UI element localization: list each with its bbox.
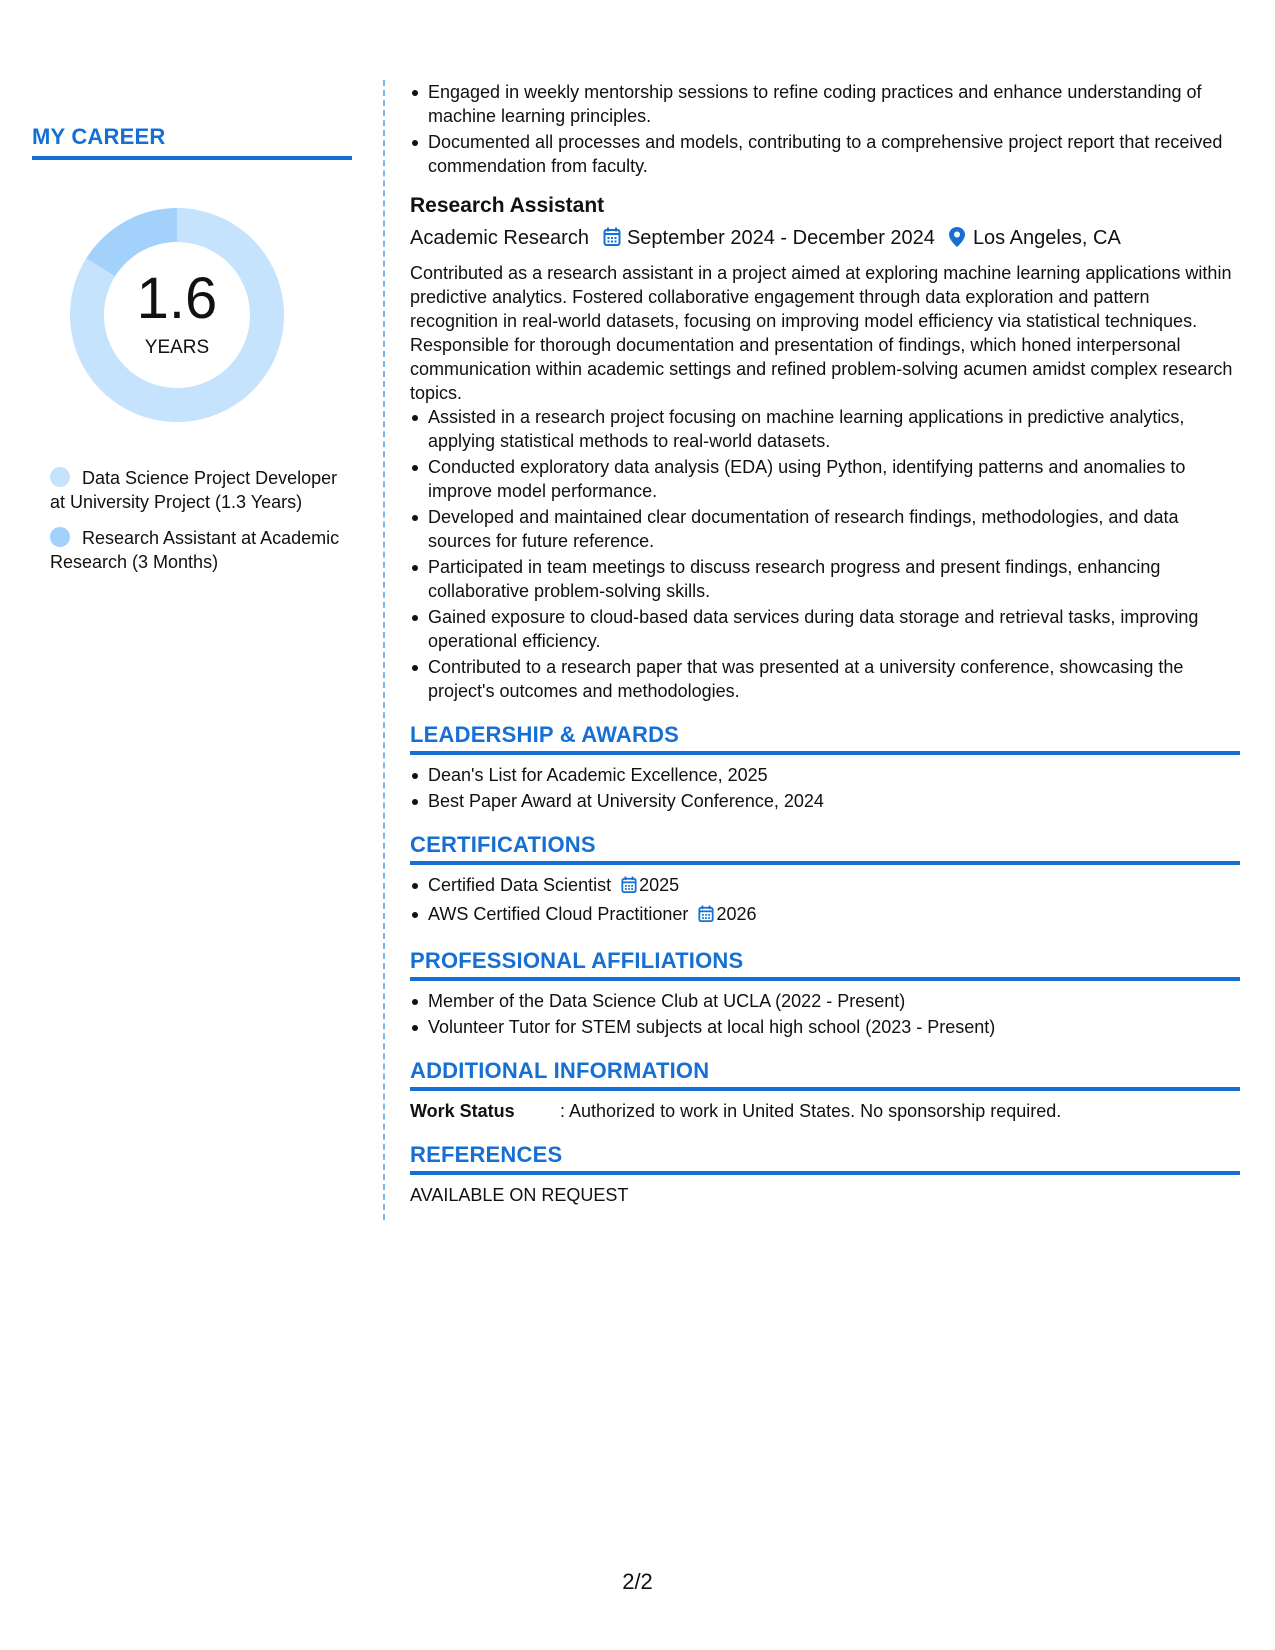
section-title: LEADERSHIP & AWARDS: [410, 723, 1240, 755]
legend-item: [50, 466, 340, 514]
list-item: Documented all processes and models, contributing to a comprehensive project report that received commendation from faculty.: [428, 130, 1240, 178]
list-item: Contributed to a research paper that was presented at a university conference, showcasing the project's outcomes and methodologies.: [428, 655, 1240, 703]
job-meta: [410, 224, 1240, 255]
job-description: Contributed as a research assistant in a project aimed at exploring machine learning applications within predictive analytics. Fostered collaborative engagement through data exploration and pattern recognition in real-world datasets, focusing on improving model efficiency via statistical techniques. Responsible for thorough documentation and presentation of findings, which honed interpersonal communication within academic settings and refined problem-solving acumen amidst complex research topics.: [410, 263, 1233, 403]
list-item: Participated in team meetings to discuss research progress and present findings, enhancing collaborative problem-solving skills.: [428, 555, 1240, 603]
total-years-unit: YEARS: [144, 337, 210, 358]
list-item: [428, 873, 1240, 900]
career-sidebar: [32, 124, 352, 572]
list-item: Dean's List for Academic Excellence, 2025: [428, 763, 1240, 787]
previous-job-bullets: [410, 80, 1240, 178]
job-dates: September 2024 - December 2024: [626, 227, 935, 249]
work-status-value: : Authorized to work in United States. No sponsorship required.: [560, 1101, 1062, 1121]
cert-year: 2026: [716, 904, 757, 924]
list-item: Developed and maintained clear documentation of research findings, methodologies, and data sources for future reference.: [428, 505, 1240, 553]
cert-name: Certified Data Scientist: [428, 875, 612, 895]
affiliations-section: [410, 949, 1240, 1039]
leadership-section: [410, 723, 1240, 813]
location-pin-icon: [949, 227, 965, 255]
cert-year: 2025: [639, 875, 680, 895]
job-location: Los Angeles, CA: [972, 227, 1121, 249]
section-title: CERTIFICATIONS: [410, 833, 1240, 865]
list-item: Assisted in a research project focusing on machine learning applications in predictive analytics, applying statistical methods to real-world datasets.: [428, 405, 1240, 453]
certifications-section: [410, 833, 1240, 929]
job-company: Academic Research: [410, 227, 589, 249]
list-item: Member of the Data Science Club at UCLA (2022 - Present): [428, 989, 1240, 1013]
list-item: Volunteer Tutor for STEM subjects at local high school (2023 - Present): [428, 1015, 1240, 1039]
job-bullets: [410, 405, 1240, 703]
legend-dot-icon: [50, 467, 70, 487]
section-title: ADDITIONAL INFORMATION: [410, 1059, 1240, 1091]
section-title: REFERENCES: [410, 1143, 1240, 1175]
career-section-title: MY CAREER: [32, 124, 352, 160]
list-item: [428, 902, 1240, 929]
work-status-row: [410, 1099, 1240, 1123]
legend-label: Research Assistant at Academic Research (3 Months): [50, 528, 340, 572]
career-legend: [50, 466, 340, 586]
cert-name: AWS Certified Cloud Practitioner: [428, 904, 689, 924]
calendar-icon: [621, 876, 637, 900]
career-donut-chart: [66, 204, 288, 426]
list-item: Gained exposure to cloud-based data services during data storage and retrieval tasks, improving operational efficiency.: [428, 605, 1240, 653]
list-item: Conducted exploratory data analysis (EDA) using Python, identifying patterns and anomalies to improve model performance.: [428, 455, 1240, 503]
additional-info-section: [410, 1059, 1240, 1123]
references-section: [410, 1143, 1240, 1207]
list-item: Best Paper Award at University Conference, 2024: [428, 789, 1240, 813]
calendar-icon: [698, 905, 714, 929]
main-content: [410, 80, 1240, 1207]
total-years-value: 1.6: [136, 266, 218, 331]
calendar-icon: [603, 227, 621, 255]
list-item: Engaged in weekly mentorship sessions to refine coding practices and enhance understanding of machine learning principles.: [428, 80, 1240, 128]
section-title: PROFESSIONAL AFFILIATIONS: [410, 949, 1240, 981]
page-number: 2/2: [622, 1569, 653, 1594]
column-divider: [383, 80, 385, 1220]
legend-dot-icon: [50, 527, 70, 547]
work-status-label: Work Status: [410, 1101, 515, 1121]
legend-item: [50, 526, 340, 574]
legend-label: Data Science Project Developer at University Project (1.3 Years): [50, 468, 338, 512]
job-title: Research Assistant: [410, 194, 605, 217]
references-text: AVAILABLE ON REQUEST: [410, 1185, 629, 1205]
